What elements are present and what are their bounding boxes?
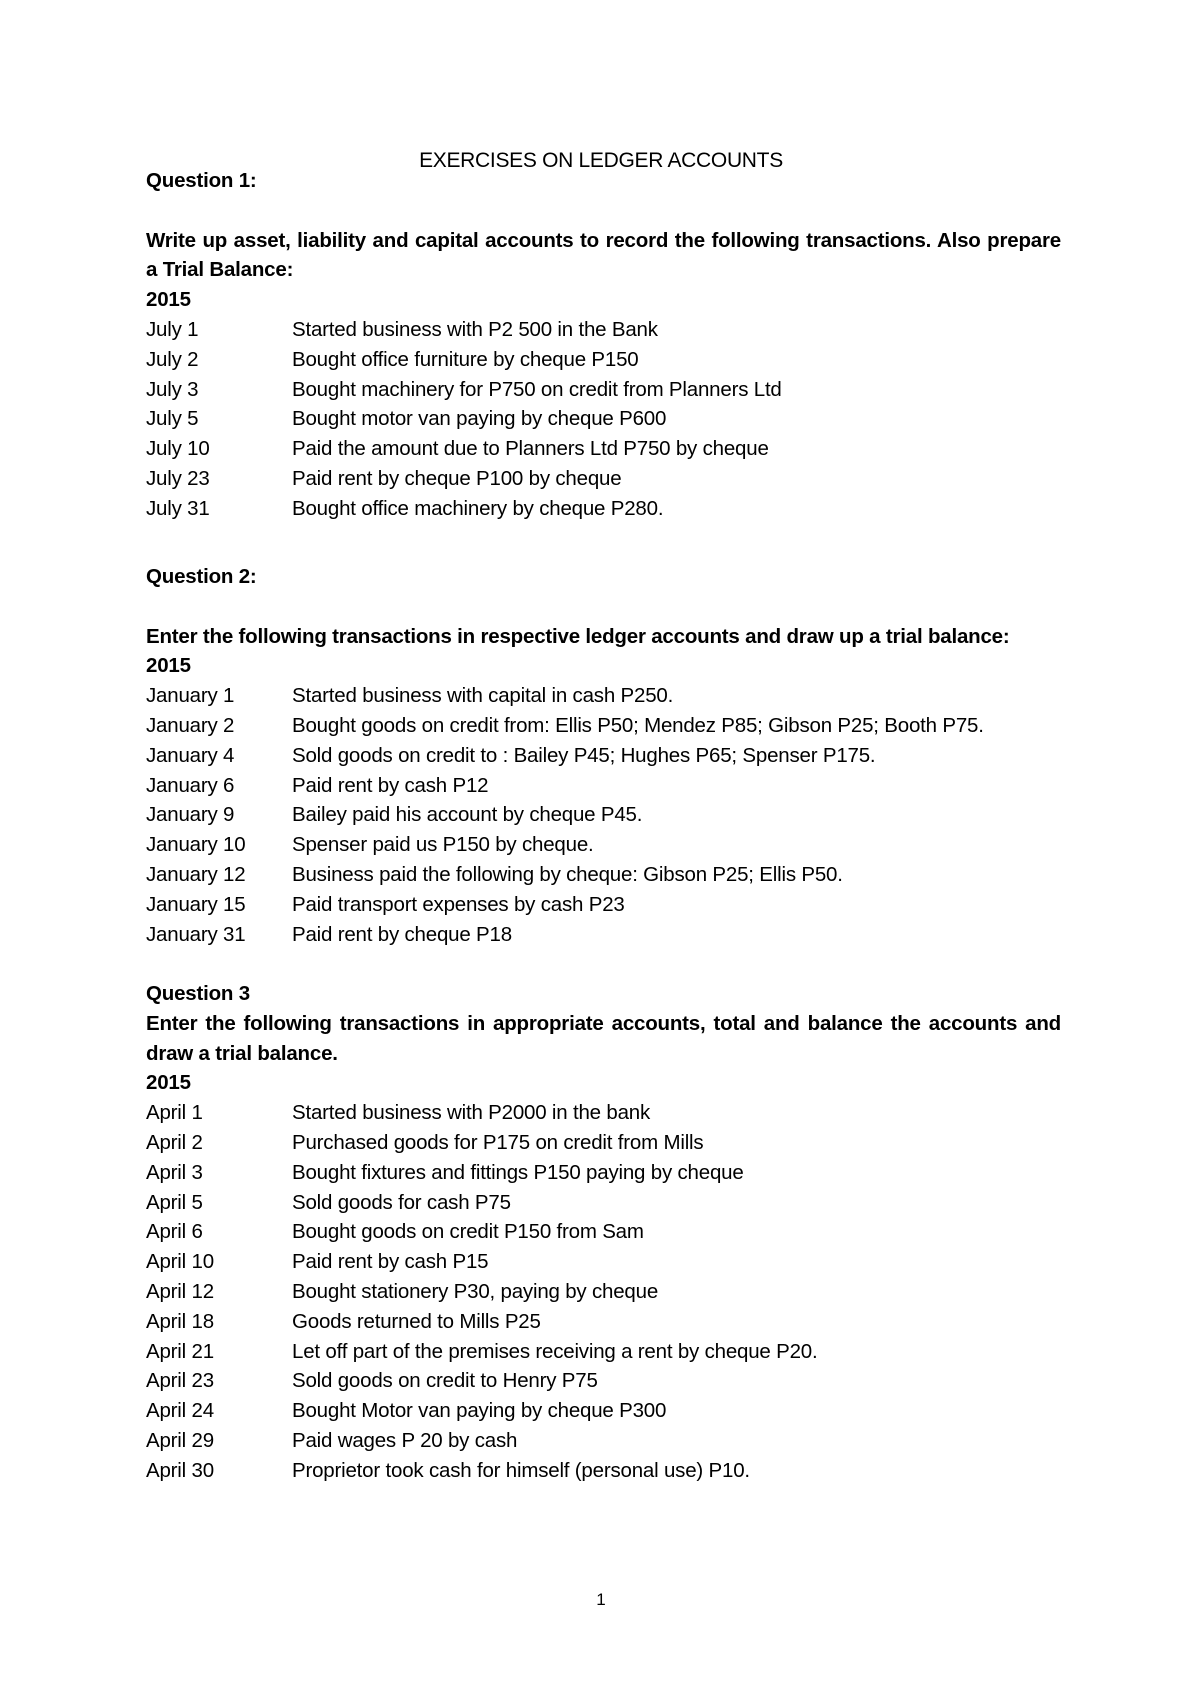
transaction-row (146, 404, 1066, 434)
transaction-date: April 10 (146, 1250, 214, 1274)
question-3-year: 2015 (146, 1071, 191, 1095)
transaction-row (146, 920, 1066, 950)
question-2-year: 2015 (146, 654, 191, 678)
transaction-description: Sold goods for cash P75 (292, 1190, 511, 1214)
question-2-heading: Question 2: (146, 565, 257, 588)
transaction-description: Paid rent by cheque P18 (292, 922, 512, 946)
transaction-row (146, 1396, 1066, 1426)
transaction-date: April 12 (146, 1279, 214, 1303)
transaction-row (146, 1366, 1066, 1396)
transaction-row (146, 1337, 1066, 1367)
transaction-description: Let off part of the premises receiving a rent by cheque P20. (292, 1339, 818, 1363)
transaction-date: July 23 (146, 466, 210, 490)
transaction-description: Started business with P2000 in the bank (292, 1101, 651, 1125)
question-3-heading: Question 3 (146, 982, 250, 1005)
question-1-instruction: Write up asset, liability and capital accounts to record the following transactions. Also prepare a Trial Balance: (146, 228, 1061, 282)
transaction-description: Sold goods on credit to : Bailey P45; Hughes P65; Spenser P175. (292, 743, 876, 767)
transaction-row (146, 860, 1066, 890)
transaction-description: Started business with P2 500 in the Bank (292, 317, 658, 341)
transaction-row (146, 1426, 1066, 1456)
transaction-row (146, 741, 1066, 771)
transaction-row (146, 1277, 1066, 1307)
transaction-row (146, 315, 1066, 345)
transaction-description: Paid rent by cash P15 (292, 1250, 489, 1274)
transaction-description: Paid rent by cheque P100 by cheque (292, 466, 622, 490)
transaction-description: Bought machinery for P750 on credit from Planners Ltd (292, 377, 782, 401)
transaction-description: Paid wages P 20 by cash (292, 1428, 518, 1452)
transaction-row (146, 464, 1066, 494)
transaction-row (146, 1456, 1066, 1486)
transaction-description: Bought office machinery by cheque P280. (292, 496, 664, 520)
transaction-description: Sold goods on credit to Henry P75 (292, 1369, 598, 1393)
transaction-row (146, 494, 1066, 524)
transaction-row (146, 890, 1066, 920)
transaction-row (146, 1128, 1066, 1158)
document-title: EXERCISES ON LEDGER ACCOUNTS (419, 149, 783, 172)
transaction-description: Bailey paid his account by cheque P45. (292, 803, 643, 827)
question-1-year: 2015 (146, 288, 191, 312)
question-2-section (146, 562, 1066, 949)
transaction-date: July 1 (146, 317, 199, 341)
transaction-date: January 10 (146, 833, 246, 857)
transaction-row (146, 830, 1066, 860)
transaction-description: Paid rent by cash P12 (292, 773, 489, 797)
question-3-section (146, 979, 1066, 1486)
transaction-description: Bought office furniture by cheque P150 (292, 347, 639, 371)
transaction-description: Bought stationery P30, paying by cheque (292, 1279, 659, 1303)
transaction-date: January 1 (146, 684, 235, 708)
transaction-description: Goods returned to Mills P25 (292, 1309, 541, 1333)
transaction-date: January 15 (146, 892, 246, 916)
transaction-date: July 5 (146, 407, 199, 431)
transaction-row (146, 1217, 1066, 1247)
transaction-date: April 23 (146, 1369, 214, 1393)
transaction-row (146, 711, 1066, 741)
transaction-description: Bought Motor van paying by cheque P300 (292, 1399, 667, 1423)
transaction-date: January 2 (146, 713, 235, 737)
transaction-date: April 29 (146, 1428, 214, 1452)
transaction-date: April 5 (146, 1190, 203, 1214)
transaction-date: April 3 (146, 1160, 203, 1184)
transaction-row (146, 345, 1066, 375)
transaction-description: Paid the amount due to Planners Ltd P750 by cheque (292, 437, 769, 461)
transaction-date: July 10 (146, 437, 210, 461)
question-2-instruction: Enter the following transactions in respective ledger accounts and draw up a trial balance: (146, 624, 1010, 648)
transaction-row (146, 1158, 1066, 1188)
transaction-description: Started business with capital in cash P250. (292, 684, 674, 708)
transaction-description: Business paid the following by cheque: Gibson P25; Ellis P50. (292, 862, 843, 886)
document-page (146, 0, 1066, 1696)
transaction-date: April 24 (146, 1399, 214, 1423)
transaction-date: January 31 (146, 922, 246, 946)
transaction-date: April 6 (146, 1220, 203, 1244)
transaction-date: January 4 (146, 743, 235, 767)
transaction-date: January 9 (146, 803, 235, 827)
transaction-date: April 18 (146, 1309, 214, 1333)
question-1-section (146, 166, 1066, 524)
transaction-date: April 2 (146, 1130, 203, 1154)
transaction-row (146, 1247, 1066, 1277)
transaction-date: July 3 (146, 377, 199, 401)
transaction-row (146, 434, 1066, 464)
transaction-description: Paid transport expenses by cash P23 (292, 892, 625, 916)
transaction-row (146, 800, 1066, 830)
transaction-description: Proprietor took cash for himself (personal use) P10. (292, 1458, 750, 1482)
transaction-description: Bought motor van paying by cheque P600 (292, 407, 667, 431)
page-number: 1 (596, 1590, 606, 1609)
transaction-row (146, 1098, 1066, 1128)
question-1-heading: Question 1: (146, 169, 257, 192)
transaction-date: January 6 (146, 773, 235, 797)
transaction-date: April 30 (146, 1458, 214, 1482)
transaction-row (146, 681, 1066, 711)
transaction-date: July 2 (146, 347, 199, 371)
transaction-description: Spenser paid us P150 by cheque. (292, 833, 594, 857)
transaction-row (146, 1307, 1066, 1337)
transaction-row (146, 771, 1066, 801)
transaction-description: Bought fixtures and fittings P150 paying by cheque (292, 1160, 744, 1184)
question-3-instruction: Enter the following transactions in appropriate accounts, total and balance the accounts and draw a trial balance. (146, 1011, 1061, 1065)
transaction-date: April 1 (146, 1101, 203, 1125)
transaction-description: Bought goods on credit P150 from Sam (292, 1220, 644, 1244)
transaction-description: Purchased goods for P175 on credit from Mills (292, 1130, 704, 1154)
transaction-date: April 21 (146, 1339, 214, 1363)
transaction-date: July 31 (146, 496, 210, 520)
transaction-date: January 12 (146, 862, 246, 886)
transaction-row (146, 1188, 1066, 1218)
transaction-row (146, 375, 1066, 405)
transaction-description: Bought goods on credit from: Ellis P50; Mendez P85; Gibson P25; Booth P75. (292, 713, 984, 737)
